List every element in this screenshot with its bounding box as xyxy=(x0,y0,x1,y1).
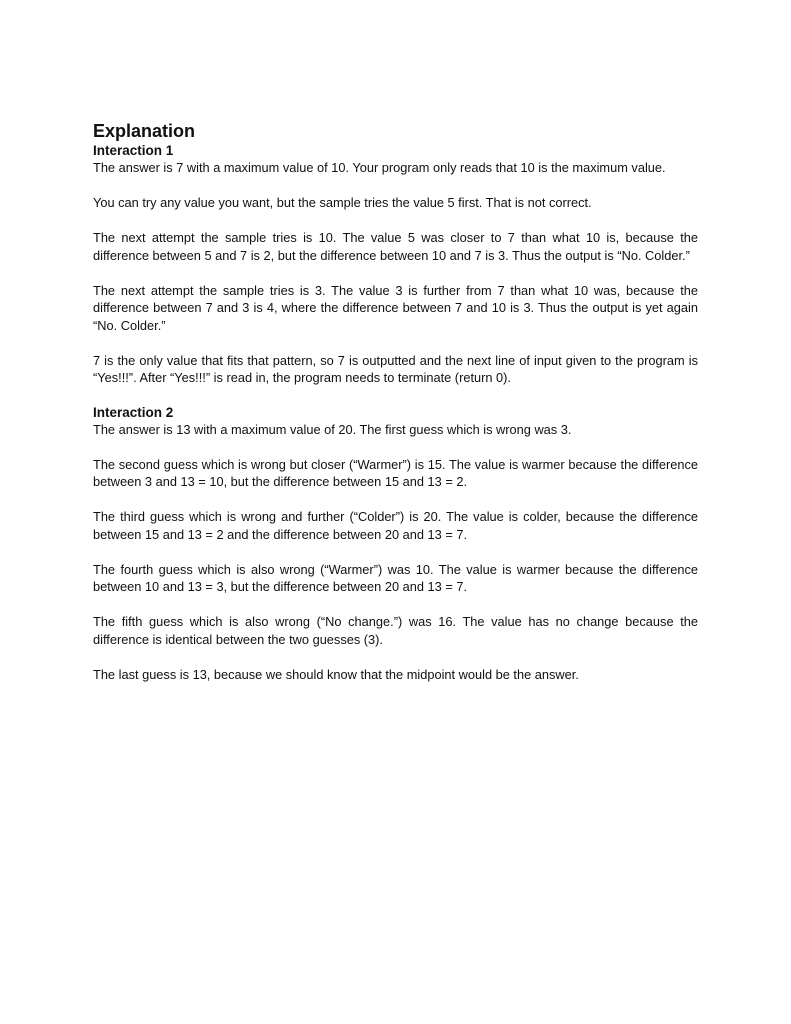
section-heading: Interaction 1 xyxy=(93,143,174,158)
paragraph: The fifth guess which is also wrong (“No change.”) was 16. The value has no change because the difference is identical between the two guesses (3). xyxy=(93,614,698,647)
paragraph: The fourth guess which is also wrong (“Warmer”) was 10. The value is warmer because the difference between 10 and 13 = 3, but the difference between 20 and 13 = 7. xyxy=(93,561,698,594)
section-interaction-2 xyxy=(93,404,698,684)
paragraph: The next attempt the sample tries is 10. The value 5 was closer to 7 than what 10 is, because the difference between 5 and 7 is 2, but the difference between 10 and 7 is 3. Thus the output is “No. Colder.” xyxy=(93,230,698,263)
paragraph: The answer is 13 with a maximum value of 20. The first guess which is wrong was 3. xyxy=(93,421,572,437)
section-heading: Interaction 2 xyxy=(93,404,174,420)
paragraph: The answer is 7 with a maximum value of 10. Your program only reads that 10 is the maximum value. xyxy=(93,160,666,175)
paragraph: The last guess is 13, because we should know that the midpoint would be the answer. xyxy=(93,666,579,682)
paragraph: The next attempt the sample tries is 3. The value 3 is further from 7 than what 10 was, because the difference between 7 and 3 is 4, where the difference between 7 and 10 is 3. Thus the output is yet again “No. Colder.” xyxy=(93,282,698,333)
paragraph: The third guess which is wrong and further (“Colder”) is 20. The value is colder, because the difference between 15 and 13 = 2 and the difference between 20 and 13 = 7. xyxy=(93,509,698,542)
paragraph: 7 is the only value that fits that pattern, so 7 is outputted and the next line of input given to the program is “Yes!!!”. After “Yes!!!” is read in, the program needs to terminate (return 0). xyxy=(93,352,698,385)
paragraph: The second guess which is wrong but closer (“Warmer”) is 15. The value is warmer because the difference between 3 and 13 = 10, but the difference between 15 and 13 = 2. xyxy=(93,456,698,489)
section-interaction-1 xyxy=(93,142,698,387)
paragraph: You can try any value you want, but the sample tries the value 5 first. That is not correct. xyxy=(93,195,592,210)
page-title: Explanation xyxy=(93,121,196,141)
document-page xyxy=(93,120,698,701)
